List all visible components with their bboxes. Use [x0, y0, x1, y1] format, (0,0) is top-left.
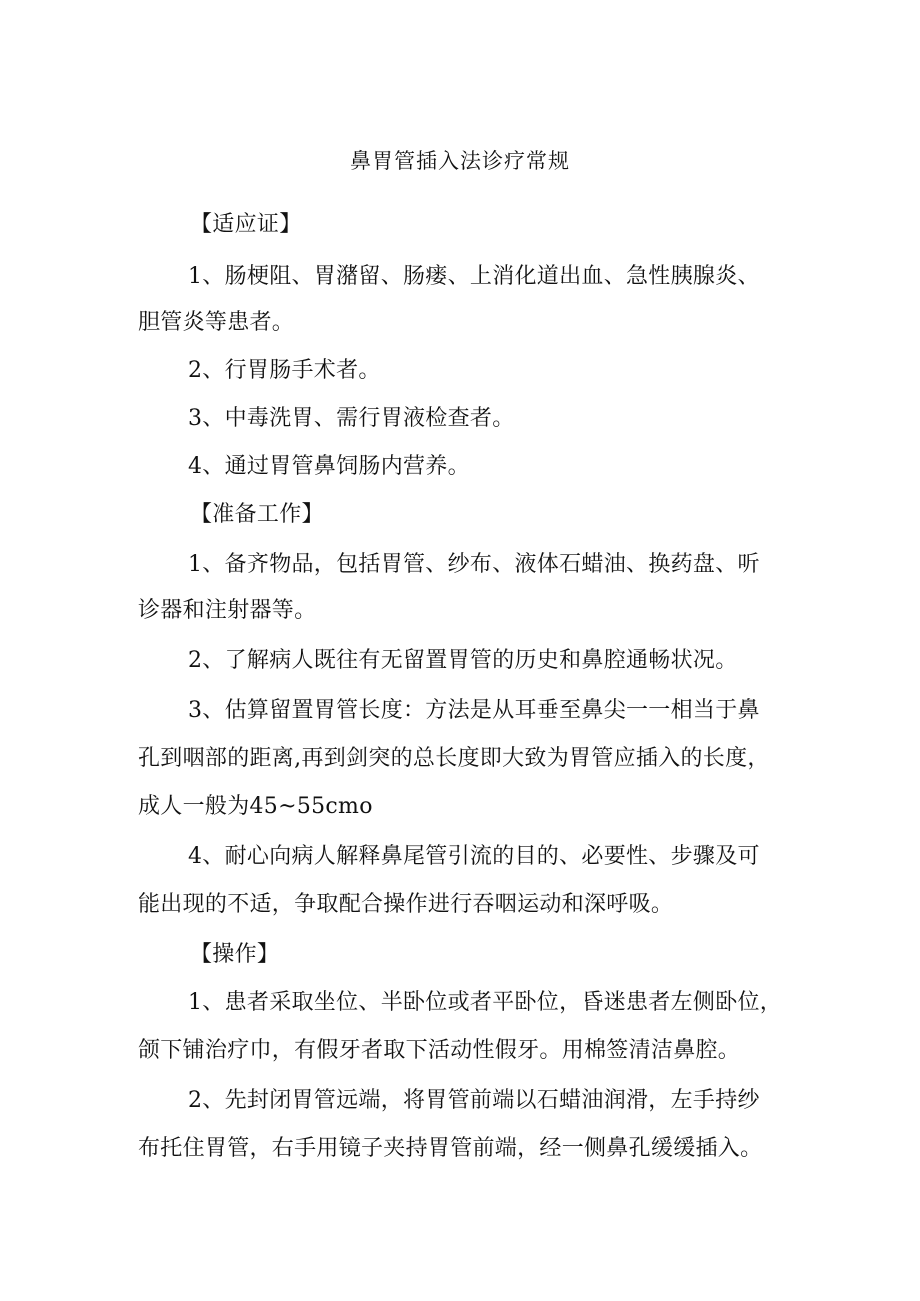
paragraph-line: 4、耐心向病人解释鼻尾管引流的目的、必要性、步骤及可 — [188, 844, 760, 869]
paragraph-line: 4、通过胃管鼻饲肠内营养。 — [188, 454, 470, 479]
paragraph-line: 能出现的不适，争取配合操作进行吞咽运动和深呼吸。 — [138, 892, 674, 917]
paragraph-line: 1、肠梗阻、胃潴留、肠瘘、上消化道出血、急性胰腺炎、 — [188, 264, 760, 289]
paragraph-line: 布托住胃管，右手用镜子夹持胃管前端，经一侧鼻孔缓缓插入。 — [138, 1136, 763, 1161]
paragraph-line: 孔到咽部的距离,再到剑突的总长度即大致为胃管应插入的长度， — [138, 746, 770, 771]
page-title: 鼻胃管插入法诊疗常规 — [350, 149, 570, 173]
paragraph-line: 2、行胃肠手术者。 — [188, 358, 381, 383]
section-heading-operation: 【操作】 — [190, 942, 280, 967]
paragraph-line: 1、患者采取坐位、半卧位或者平卧位，昏迷患者左侧卧位， — [188, 990, 783, 1015]
paragraph-line: 3、中毒洗胃、需行胃液检查者。 — [188, 406, 515, 431]
section-heading-indications: 【适应证】 — [190, 212, 302, 237]
paragraph-line: 胆管炎等患者。 — [138, 310, 295, 335]
paragraph-line: 2、先封闭胃管远端，将胃管前端以石蜡油润滑，左手持纱 — [188, 1088, 760, 1113]
paragraph-line: 成人一般为45~55cmo — [138, 794, 373, 819]
section-heading-preparation: 【准备工作】 — [190, 502, 324, 527]
paragraph-line: 诊器和注射器等。 — [138, 598, 317, 623]
paragraph-line: 3、估算留置胃管长度：方法是从耳垂至鼻尖一一相当于鼻 — [188, 698, 760, 723]
paragraph-line: 2、了解病人既往有无留置胃管的历史和鼻腔通畅状况。 — [188, 648, 738, 673]
paragraph-line: 颌下铺治疗巾，有假牙者取下活动性假牙。用棉签清洁鼻腔。 — [138, 1038, 741, 1063]
paragraph-line: 1、备齐物品，包括胃管、纱布、液体石蜡油、换药盘、听 — [188, 552, 760, 577]
